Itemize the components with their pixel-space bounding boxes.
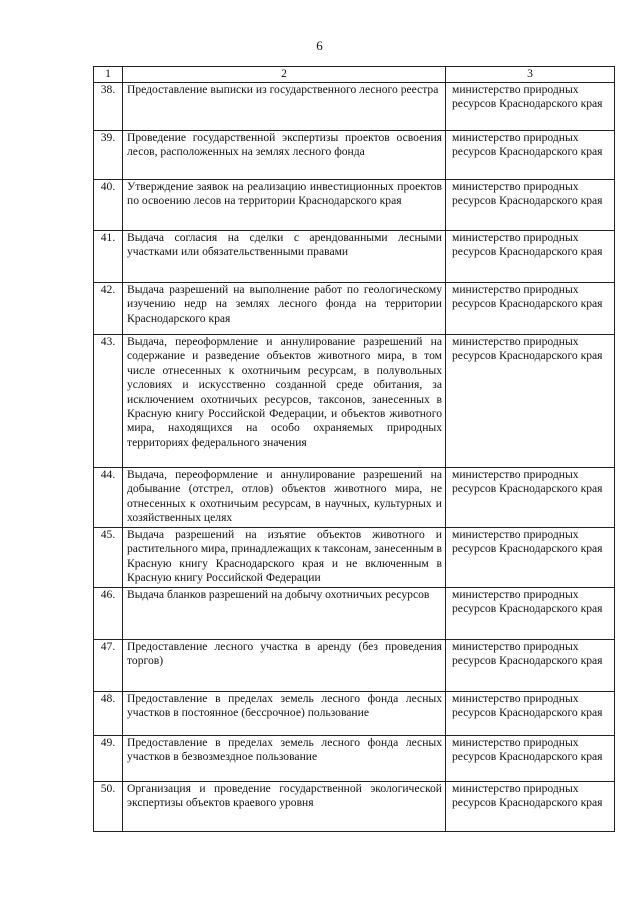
- table-row: [94, 180, 615, 231]
- row-number: 50.: [94, 782, 123, 832]
- service-name: Выдача, переоформление и аннулирование разрешений на содержание и разведение объектов животного мира, в том числе отнесенных к охотничьим ресурсам, в полувольных условиях и искусственно созданной среде обитания, за исключением охотничьих ресурсов, таксонов, занесенных в Красную книгу Российской Федерации, и объектов животного мира, находящихся на особо охраняемых природных территориях федерального значения: [123, 335, 446, 468]
- table-row: [94, 640, 615, 692]
- table-row: [94, 231, 615, 283]
- service-name: Выдача бланков разрешений на добычу охотничьих ресурсов: [123, 588, 446, 640]
- row-number: 45.: [94, 528, 123, 588]
- header-col-3: 3: [446, 67, 615, 83]
- service-name: Организация и проведение государственной экологической экспертизы объектов краевого уровня: [123, 782, 446, 832]
- authority: министерство природных ресурсов Краснодарского края: [446, 468, 615, 528]
- header-col-1: 1: [94, 67, 123, 83]
- service-name: Утверждение заявок на реализацию инвестиционных проектов по освоению лесов на территории Краснодарского края: [123, 180, 446, 231]
- row-number: 43.: [94, 335, 123, 468]
- authority: министерство природных ресурсов Краснодарского края: [446, 782, 615, 832]
- authority: министерство природных ресурсов Краснодарского края: [446, 588, 615, 640]
- table-row: [94, 468, 615, 528]
- service-name: Выдача разрешений на выполнение работ по геологическому изучению недр на землях лесного фонда на территории Краснодарского края: [123, 283, 446, 335]
- row-number: 44.: [94, 468, 123, 528]
- authority: министерство природных ресурсов Краснодарского края: [446, 83, 615, 131]
- row-number: 39.: [94, 131, 123, 180]
- row-number: 42.: [94, 283, 123, 335]
- authority: министерство природных ресурсов Краснодарского края: [446, 131, 615, 180]
- row-number: 47.: [94, 640, 123, 692]
- service-name: Выдача согласия на сделки с арендованными лесными участками или обязательственными правами: [123, 231, 446, 283]
- authority: министерство природных ресурсов Краснодарского края: [446, 736, 615, 782]
- header-col-2: 2: [123, 67, 446, 83]
- row-number: 46.: [94, 588, 123, 640]
- authority: министерство природных ресурсов Краснодарского края: [446, 231, 615, 283]
- table-row: [94, 736, 615, 782]
- page-number: 6: [316, 38, 323, 53]
- row-number: 48.: [94, 692, 123, 736]
- table-row: [94, 782, 615, 832]
- services-table: [93, 66, 615, 832]
- table-row: [94, 335, 615, 468]
- table-row: [94, 131, 615, 180]
- authority: министерство природных ресурсов Краснодарского края: [446, 180, 615, 231]
- service-name: Предоставление выписки из государственного лесного реестра: [123, 83, 446, 131]
- table-header-row: [94, 67, 615, 83]
- service-name: Предоставление в пределах земель лесного фонда лесных участков в безвозмездное пользование: [123, 736, 446, 782]
- service-name: Выдача, переоформление и аннулирование разрешений на добывание (отстрел, отлов) объектов животного мира, не отнесенных к охотничьим ресурсам, в научных, культурных и хозяйственных целях: [123, 468, 446, 528]
- row-number: 41.: [94, 231, 123, 283]
- service-name: Предоставление лесного участка в аренду (без проведения торгов): [123, 640, 446, 692]
- authority: министерство природных ресурсов Краснодарского края: [446, 528, 615, 588]
- table-row: [94, 588, 615, 640]
- table-row: [94, 83, 615, 131]
- authority: министерство природных ресурсов Краснодарского края: [446, 335, 615, 468]
- table-row: [94, 283, 615, 335]
- service-name: Предоставление в пределах земель лесного фонда лесных участков в постоянное (бессрочное) пользование: [123, 692, 446, 736]
- service-name: Проведение государственной экспертизы проектов освоения лесов, расположенных на землях лесного фонда: [123, 131, 446, 180]
- service-name: Выдача разрешений на изъятие объектов животного и растительного мира, принадлежащих к таксонам, занесенным в Красную книгу Краснодарского края и не включенным в Красную книгу Российской Федерации: [123, 528, 446, 588]
- authority: министерство природных ресурсов Краснодарского края: [446, 640, 615, 692]
- authority: министерство природных ресурсов Краснодарского края: [446, 692, 615, 736]
- row-number: 38.: [94, 83, 123, 131]
- authority: министерство природных ресурсов Краснодарского края: [446, 283, 615, 335]
- table-row: [94, 528, 615, 588]
- row-number: 40.: [94, 180, 123, 231]
- row-number: 49.: [94, 736, 123, 782]
- table-row: [94, 692, 615, 736]
